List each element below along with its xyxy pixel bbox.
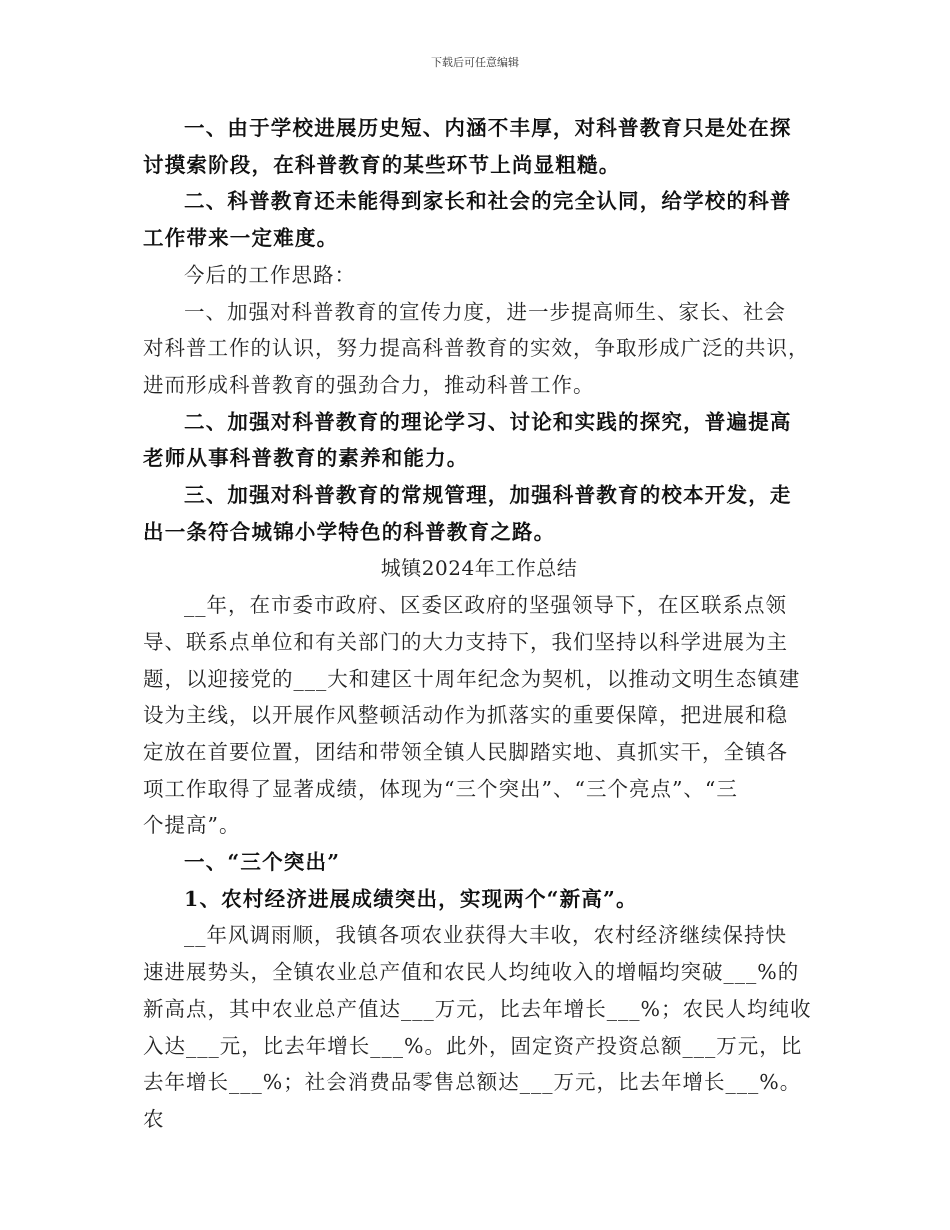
paragraph-work-idea-3: 三、加强对科普教育的常规管理，加强科普教育的校本开发，走 出一条符合城锦小学特色的科普教育之路。 (143, 483, 792, 544)
document-title: 城镇2024年工作总结 (380, 556, 578, 581)
paragraph-work-idea-2: 二、加强对科普教育的理论学习、讨论和实践的探究，普遍提高 老师从事科普教育的素养和能力。 (143, 409, 792, 471)
paragraph-rural-economy: __年风调雨顺，我镇各项农业获得大丰收，农村经济继续保持快 速进展势头，全镇农业总产值和农民人均纯收入的增幅均突破___%的 新高点，其中农业总产值达___万元，比去年增长___%；农民人均纯收 入达___元，比去年增长___%。此外，固定资产投资总额___万元，比 去年增长___%；社会消费品零售总额达___万元，比去年增长___%。农 (143, 923, 812, 1131)
subsection-heading-rural-economy: 1、农村经济进展成绩突出，实现两个“新高”。 (184, 886, 638, 911)
page-header: 下载后可任意编辑 (431, 56, 519, 69)
paragraph-summary-intro: __年，在市委市政府、区委区政府的坚强领导下，在区联系点领 导、联系点单位和有关部门的大力支持下，我们坚持以科学进展为主 题，以迎接党的___大和建区十周年纪念为契机，以推动文明生态镇建 设为主线，以开展作风整顿活动作为抓落实的重要保障，把进展和稳 定放在首要位置，团结和带领全镇人民脚踏实地、真抓实干，全镇各 项工作取得了显著成绩，体现为“三个突出”、“三个亮点”、“三 个提高”。 (143, 593, 801, 838)
paragraph-problem-1: 一、由于学校进展历史短、内涵不丰厚，对科普教育只是处在探 讨摸索阶段，在科普教育的某些环节上尚显粗糙。 (143, 116, 792, 177)
document-body (143, 110, 815, 1138)
paragraph-work-ideas-heading: 今后的工作思路： (184, 262, 356, 287)
paragraph-work-idea-1: 一、加强对科普教育的宣传力度，进一步提高师生、家长、社会 对科普工作的认识，努力提高科普教育的实效，争取形成广泛的共识， 进而形成科普教育的强劲合力，推动科普工作。 (143, 299, 810, 397)
paragraph-problem-2: 二、科普教育还未能得到家长和社会的完全认同，给学校的科普 工作带来一定难度。 (143, 189, 792, 251)
section-heading-three-highlights: 一、“三个突出” (184, 850, 341, 875)
